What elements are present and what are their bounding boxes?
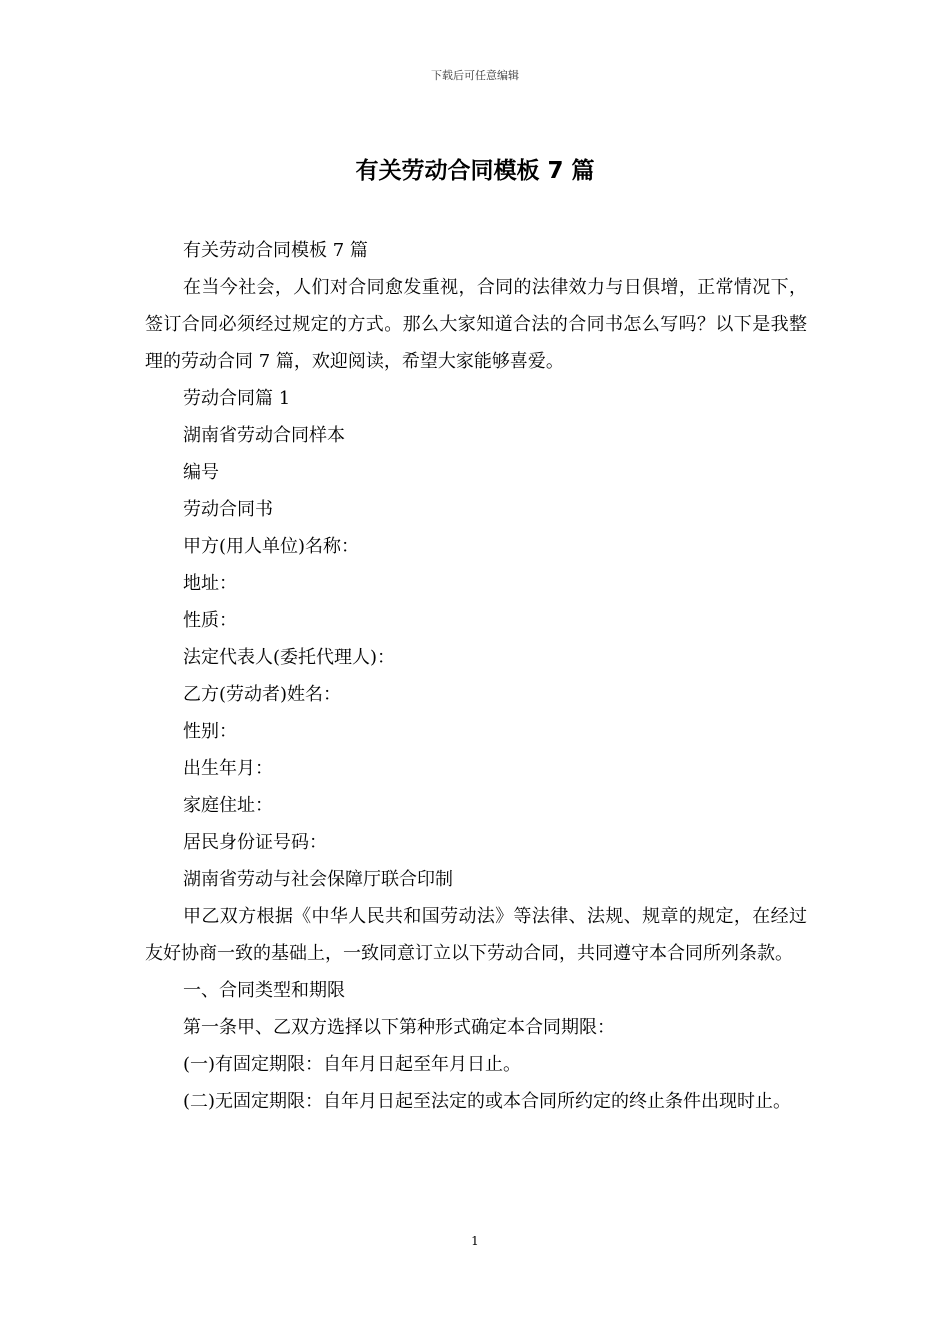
- paragraph-sample-name: 湖南省劳动合同样本: [183, 425, 345, 446]
- field-home-address: 家庭住址：: [183, 795, 273, 816]
- field-address: 地址：: [183, 573, 237, 594]
- field-birth-date: 出生年月：: [183, 758, 273, 779]
- field-employee-name: 乙方(劳动者)姓名：: [183, 684, 342, 705]
- paragraph-fixed-term: (一)有固定期限：自年月日起至年月日止。: [183, 1054, 522, 1075]
- document-body: [145, 232, 807, 1120]
- field-nature: 性质：: [183, 610, 237, 631]
- paragraph-section-heading: 劳动合同篇 1: [183, 388, 291, 409]
- paragraph-chapter-heading: 一、合同类型和期限: [183, 980, 345, 1001]
- paragraph-article-1: 第一条甲、乙双方选择以下第种形式确定本合同期限：: [183, 1017, 615, 1038]
- page-number: 1: [471, 1234, 479, 1248]
- paragraph-subtitle: 有关劳动合同模板 7 篇: [183, 240, 368, 261]
- field-gender: 性别：: [183, 721, 237, 742]
- paragraph-contract-book: 劳动合同书: [183, 499, 273, 520]
- field-id-number: 居民身份证号码：: [183, 832, 327, 853]
- paragraph-number-label: 编号: [183, 462, 219, 483]
- paragraph-printed-by: 湖南省劳动与社会保障厅联合印制: [183, 869, 453, 890]
- field-legal-representative: 法定代表人(委托代理人)：: [183, 647, 396, 668]
- paragraph-agreement: 甲乙双方根据《中华人民共和国劳动法》等法律、法规、规章的规定，在经过友好协商一致的基础上，一致同意订立以下劳动合同，共同遵守本合同所列条款。: [145, 906, 807, 964]
- document-title: 有关劳动合同模板 7 篇: [355, 158, 595, 184]
- header-note: 下载后可任意编辑: [431, 69, 519, 82]
- field-employer-name: 甲方(用人单位)名称：: [183, 536, 360, 557]
- paragraph-open-term: (二)无固定期限：自年月日起至法定的或本合同所约定的终止条件出现时止。: [183, 1091, 792, 1112]
- paragraph-intro: 在当今社会，人们对合同愈发重视，合同的法律效力与日俱增，正常情况下，签订合同必须经过规定的方式。那么大家知道合法的合同书怎么写吗？以下是我整理的劳动合同 7 篇，欢迎阅读，希望大家能够喜爱。: [145, 277, 807, 372]
